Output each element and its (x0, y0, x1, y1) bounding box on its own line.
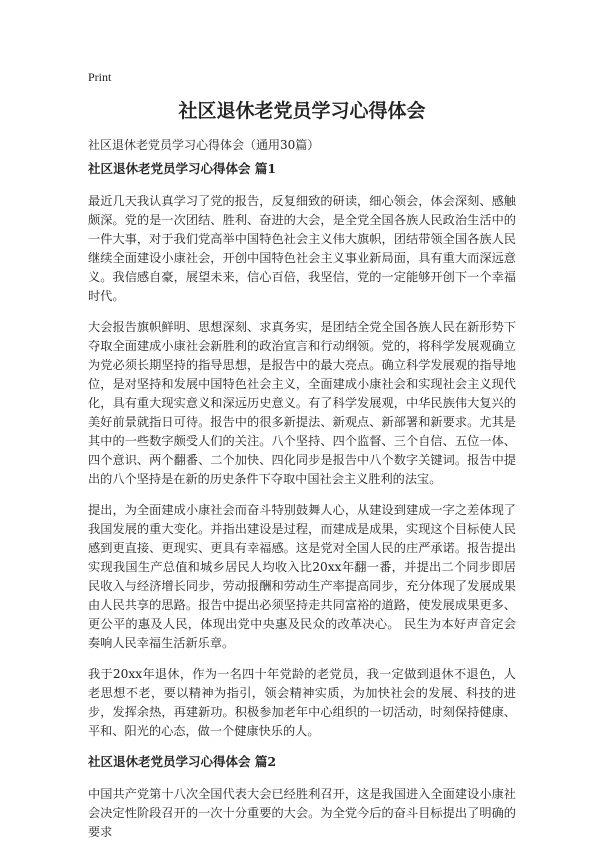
section-1-paragraph-3: 提出，为全面建成小康社会而奋斗特别鼓舞人心，从建设到建成一字之差体现了我国发展的重大变化。并指出建设是过程，而建成是成果，实现这个目标使人民感到更直接、更现实、更具有幸福感。这是党对全国人民的庄严承诺。报告提出实现我国生产总值和城乡居民人均收入比20xx年翻一番，并提出二个同步即居民收入与经济增长同步，劳动报酬和劳动生产率提高同步，充分体现了发展成果由人民共享的思路。报告中提出必须坚持走共同富裕的道路，使发展成果更多、更公平的惠及人民，体现出党中央惠及民众的改革决心。 民生为本好声音定会奏响人民幸福生活新乐章。 (88, 503, 516, 650)
section-1-paragraph-2: 大会报告旗帜鲜明、思想深刻、求真务实，是团结全党全国各族人民在新形势下夺取全面建成小康社会新胜利的政治宣言和行动纲领。党的，将科学发展观确立为党必须长期坚持的指导思想，是报告中的最大亮点。确立科学发展观的指导地位，是对坚持和发展中国特色社会主义，全面建成小康社会和实现社会主义现代化，具有重大现实意义和深远历史意义。有了科学发展观，中华民族伟大复兴的美好前景就指日可待。报告中的很多新提法、新观点、新部署和新要求。尤其是其中的一些数字颇受人们的关注。八个坚持、四个监督、三个自信、五位一体、四个意识、两个翻番、二个加快、四化同步是报告中八个数字关键词。报告中提出的八个坚持是在新的历史条件下夺取中国社会主义胜利的法宝。 (88, 320, 516, 486)
document-subtitle: 社区退休老党员学习心得体会（通用30篇） (88, 138, 320, 152)
print-link[interactable]: Print (88, 70, 112, 84)
document-title: 社区退休老党员学习心得体会 (178, 100, 426, 122)
section-1-paragraph-1: 最近几天我认真学习了党的报告，反复细致的研读，细心领会，体会深刻、感触颇深。党的是一次团结、胜利、奋进的大会，是全党全国各族人民政治生活中的一件大事，对于我们党高举中国特色社会主义伟大旗帜，团结带领全国各族人民继续全面建设小康社会，开创中国特色社会主义事业新局面，具有重大而深远意义。我信感自豪，展望未来，信心百倍，我坚信，党的一定能够开创下一个幸福时代。 (88, 194, 516, 303)
document-content (88, 160, 516, 854)
section-heading-2: 社区退休老党员学习心得体会 篇2 (88, 754, 277, 769)
section-heading-1: 社区退休老党员学习心得体会 篇1 (88, 161, 277, 176)
section-2-paragraph-1: 中国共产党第十八次全国代表大会已经胜利召开，这是我国进入全面建设小康社会决定性阶段召开的一次十分重要的大会。为全党今后的奋斗目标提出了明确的要求 (88, 787, 516, 839)
section-1-paragraph-4: 我于20xx年退休，作为一名四十年党龄的老党员，我一定做到退休不退色，人老思想不老，要以精神为指引，领会精神实质，为加快社会的发展、科技的进步，发挥余热，再建新功。积极参加老年中心组织的一切活动，时刻保持健康、平和、阳光的心态，做一个健康快乐的人。 (88, 667, 516, 738)
